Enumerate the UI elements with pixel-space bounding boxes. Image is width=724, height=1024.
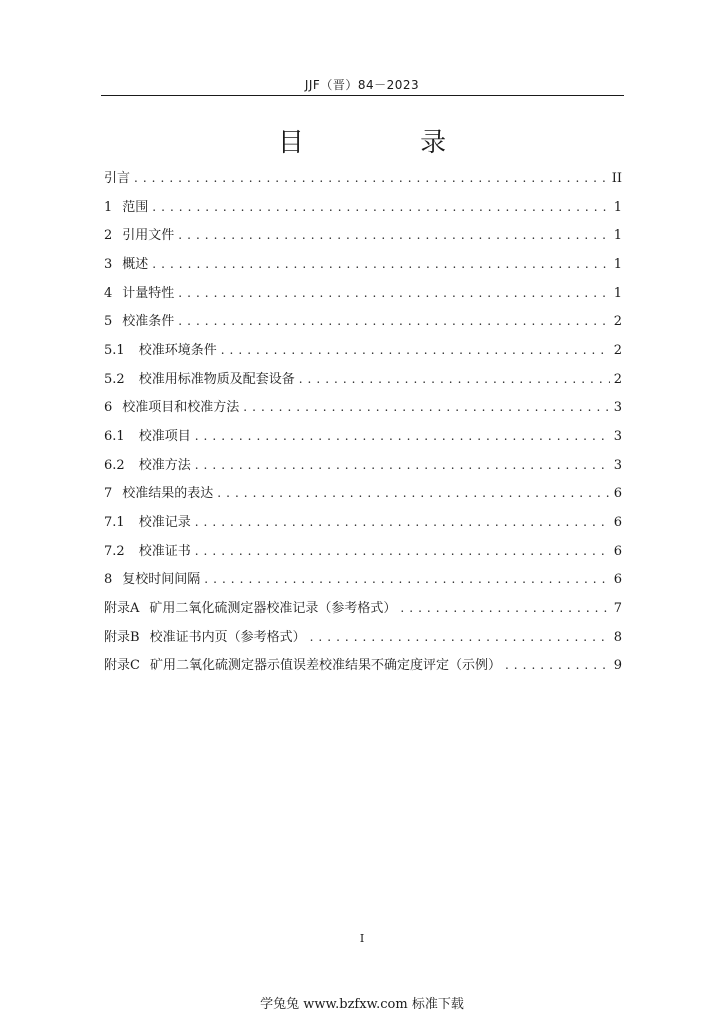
toc-entry-label: 校准项目: [138, 428, 191, 444]
toc-entry-number: 5.2: [104, 371, 125, 387]
toc-entry[interactable]: [104, 254, 622, 283]
toc-entry[interactable]: [104, 397, 622, 426]
toc-entry-page: 3: [613, 428, 622, 444]
toc-entry-page: 1: [613, 256, 622, 272]
toc-dot-leader: [221, 340, 610, 360]
toc-entry-page: 6: [613, 486, 622, 502]
page-number: I: [359, 932, 365, 945]
toc-entry-number: 附录C: [104, 658, 140, 674]
toc-entry[interactable]: [104, 369, 622, 398]
toc-entry[interactable]: [104, 426, 622, 455]
toc-dot-leader: [195, 541, 610, 561]
toc-entry-page: 9: [613, 658, 622, 674]
toc-entry-page: 1: [613, 228, 622, 244]
toc-entry-label: 概述: [122, 256, 149, 272]
toc-entry[interactable]: [104, 569, 622, 598]
toc-entry-page: 7: [613, 600, 622, 616]
toc-entry[interactable]: [104, 512, 622, 541]
toc-entry[interactable]: [104, 483, 622, 512]
toc-entry[interactable]: [104, 225, 622, 254]
toc-entry-label: 矿用二氧化硫测定器校准记录（参考格式）: [149, 600, 397, 616]
toc-entry-page: 2: [613, 371, 622, 387]
toc-dot-leader: [310, 627, 610, 647]
toc-entry-label: 矿用二氧化硫测定器示值误差校准结果不确定度评定（示例）: [149, 658, 501, 674]
toc-dot-leader: [243, 397, 609, 417]
toc-dot-leader: [134, 168, 608, 188]
toc-entry-label: 校准证书内页（参考格式）: [149, 629, 306, 645]
watermark-text: 学兔兔 www.bzfxw.com 标准下载: [260, 997, 464, 1012]
toc-dot-leader: [152, 197, 609, 217]
toc-entry[interactable]: [104, 168, 622, 197]
toc-entry-page: 2: [613, 342, 622, 358]
toc-entry[interactable]: [104, 340, 622, 369]
toc-entry-label: 校准证书: [138, 543, 191, 559]
toc-entry[interactable]: [104, 197, 622, 226]
toc-dot-leader: [178, 283, 609, 303]
toc-entry-number: 附录A: [104, 600, 140, 616]
toc-dot-leader: [178, 311, 609, 331]
toc-entry[interactable]: [104, 598, 622, 627]
toc-dot-leader: [178, 225, 609, 245]
toc-dot-leader: [195, 426, 610, 446]
toc-entry-number: 6.1: [104, 428, 125, 444]
toc-entry[interactable]: [104, 627, 622, 656]
toc-entry-label: 范围: [122, 199, 149, 215]
toc-entry-number: 6.2: [104, 457, 125, 473]
toc-entry-page: 1: [613, 285, 622, 301]
toc-entry-page: 2: [613, 314, 622, 330]
toc-dot-leader: [204, 569, 609, 589]
toc-entry-label: 校准结果的表达: [122, 486, 214, 502]
toc-entry-label: 校准环境条件: [138, 342, 217, 358]
toc-dot-leader: [195, 512, 610, 532]
toc-entry-page: 3: [613, 457, 622, 473]
toc-entry-page: 6: [613, 543, 622, 559]
toc-entry-label: 复校时间间隔: [122, 572, 201, 588]
toc-entry-number: 7.1: [104, 514, 125, 530]
toc-entry[interactable]: [104, 283, 622, 312]
toc-entry-number: 2: [104, 228, 113, 244]
toc-entry-number: 3: [104, 256, 113, 272]
toc-dot-leader: [299, 369, 610, 389]
toc-entry-number: 4: [104, 285, 113, 301]
document-code: JJF（晋）84－2023: [304, 78, 420, 92]
toc-entry-page: 6: [613, 514, 622, 530]
toc-entry-number: 5.1: [104, 342, 125, 358]
toc-entry-page: II: [611, 171, 622, 186]
toc-dot-leader: [217, 483, 609, 503]
toc-entry[interactable]: [104, 455, 622, 484]
toc-entry-label: 校准记录: [138, 514, 191, 530]
toc-entry-number: 1: [104, 199, 113, 215]
toc-entry-page: 8: [613, 629, 622, 645]
toc-dot-leader: [195, 455, 610, 475]
toc-entry-page: 6: [613, 572, 622, 588]
toc-entry-label: 引用文件: [122, 228, 175, 244]
toc-entry-label: 校准条件: [122, 314, 175, 330]
toc-entry-number: 7: [104, 486, 113, 502]
toc-dot-leader: [505, 655, 610, 675]
toc-dot-leader: [152, 254, 609, 274]
header-divider: [101, 95, 624, 96]
toc-entry-label: 计量特性: [122, 285, 175, 301]
toc-entry-label: 引言: [104, 171, 131, 186]
toc-entry-number: 7.2: [104, 543, 125, 559]
toc-entry-label: 校准项目和校准方法: [122, 400, 240, 416]
toc-entry-number: 6: [104, 400, 113, 416]
toc-entry-label: 校准方法: [138, 457, 191, 473]
toc-entry-label: 校准用标准物质及配套设备: [138, 371, 295, 387]
toc-entry-page: 3: [613, 400, 622, 416]
toc-entry-number: 附录B: [104, 629, 140, 645]
toc-entry[interactable]: [104, 311, 622, 340]
toc-dot-leader: [400, 598, 609, 618]
toc-entry-page: 1: [613, 199, 622, 215]
toc-entry-number: 5: [104, 314, 113, 330]
toc-entry[interactable]: [104, 541, 622, 570]
toc-entry-number: 8: [104, 572, 113, 588]
table-of-contents: [104, 168, 622, 684]
toc-entry[interactable]: [104, 655, 622, 684]
page-title: 目 录: [277, 128, 501, 158]
